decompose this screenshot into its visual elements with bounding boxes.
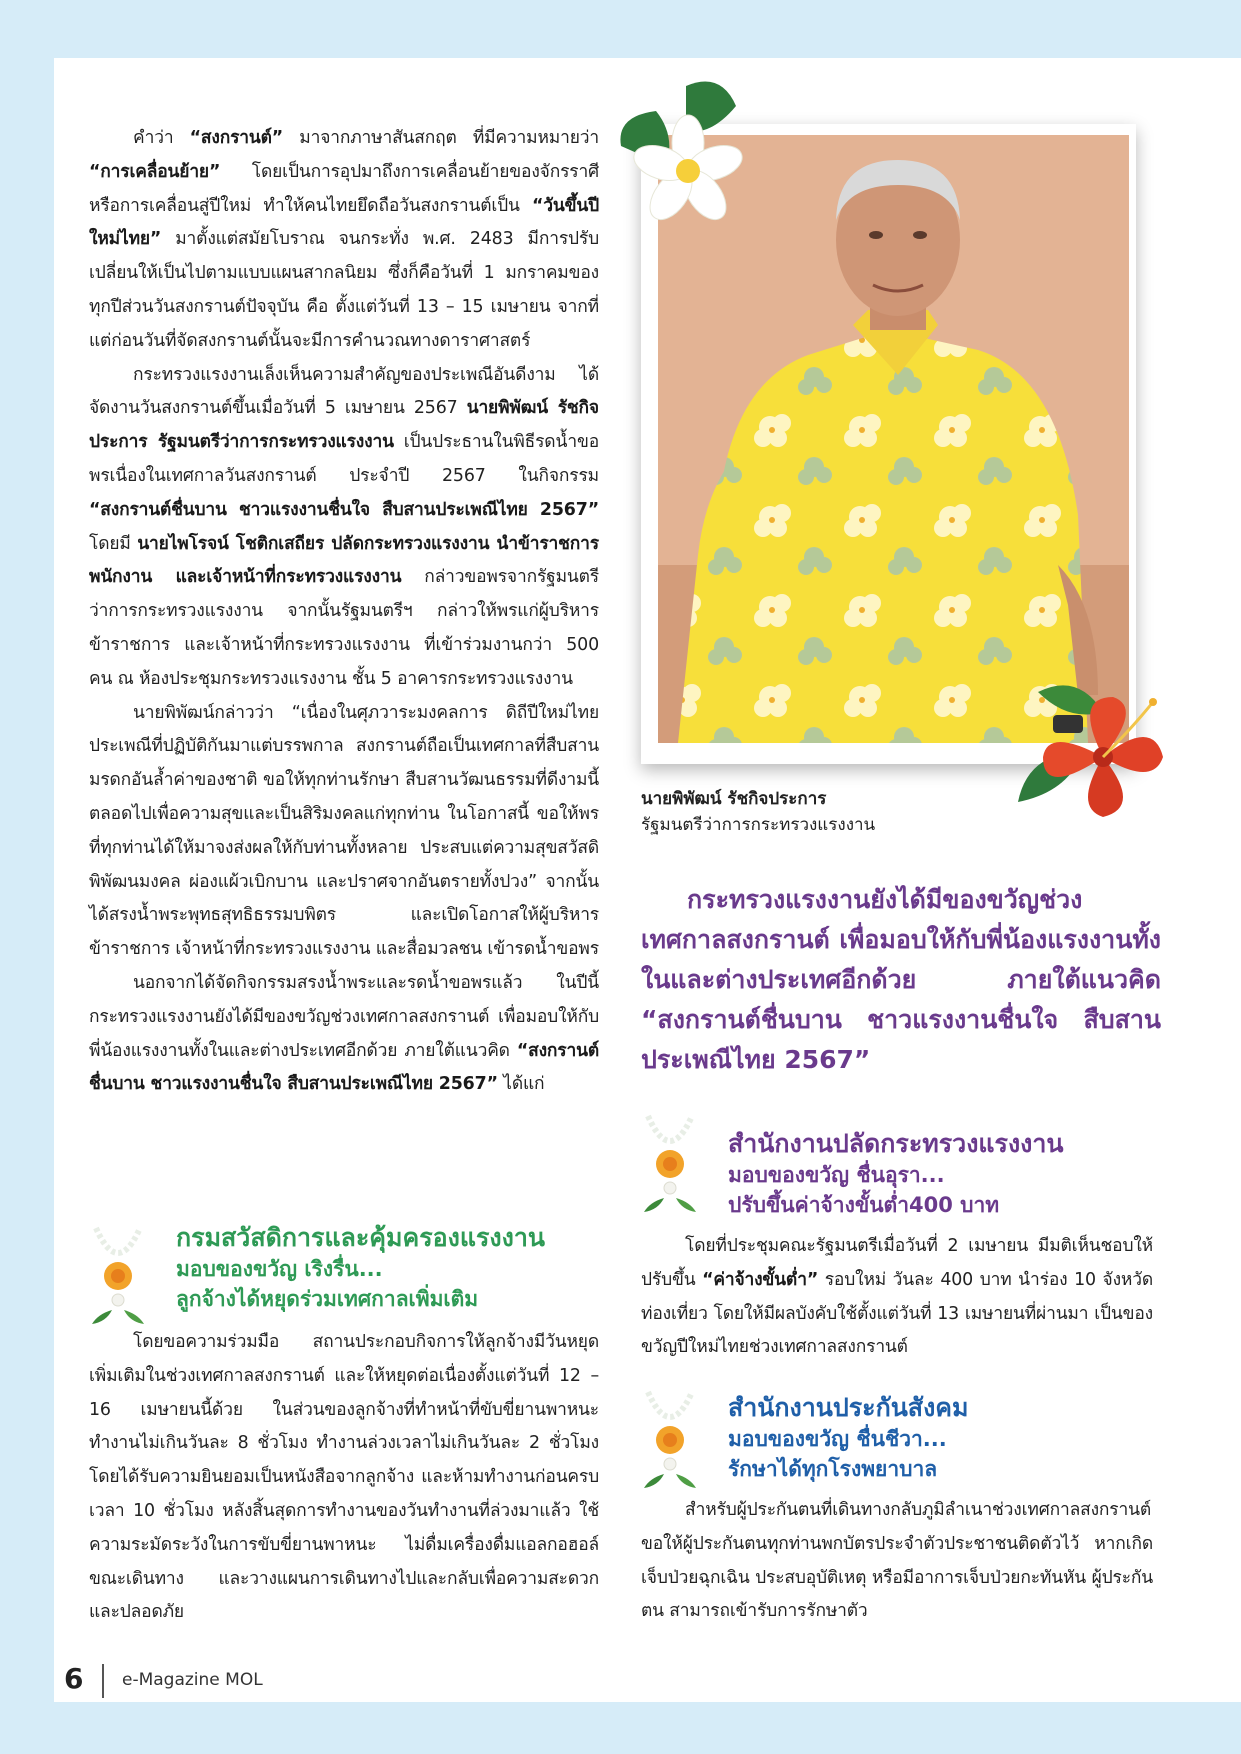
text: เป็นประธานในพิธีรดน้ำขอพรเนื่องในเทศกาลวันสงกรานต์ ประจำปี 2567 ในกิจกรรม [89,432,599,486]
footer-divider [102,1664,104,1698]
text: มาตั้งแต่สมัยโบราณ จนกระทั่ง พ.ศ. 2483 มีการปรับเปลี่ยนให้เป็นไปตามแบบแผนสากลนิยม ซึ่งก็คือวันที่ 1 มกราคมของทุกปีส่วนวันสงกรานต์ปัจจุบัน คือ ตั้งแต่วันที่ 13 – 15 เมษายน จากที่แต่ก่อนวันที่จัดสงกรานต์นั้นจะมีการคำนวณทางดาราศาสตร์ [89,229,599,351]
pull-quote-text: กระทรวงแรงงานยังได้มีของขวัญช่วงเทศกาลสงกรานต์ เพื่อมอบให้กับพี่น้องแรงงานทั้งในและต่างประเทศอีกด้วย ภายใต้แนวคิด “สงกรานต์ชื่นบาน ชาวแรงงานชื่นใจ สืบสานประเพณีไทย 2567” [641,885,1161,1074]
text: โดยเป็นการอุปมาถึงการเคลื่อนย้ายของจักรราศีหรือการเคลื่อนสู่ปีใหม่ ทำให้คนไทยยึดถือวันสงกรานต์เป็น [89,161,599,216]
section1-heading [176,1222,545,1314]
section1-subtitle2: ลูกจ้างได้หยุดร่วมเทศกาลเพิ่มเติม [176,1287,479,1311]
photo-caption [641,786,875,838]
section3-body [641,1494,1153,1629]
speech-paragraph [89,697,599,967]
publication-name: e-Magazine MOL [122,1670,263,1690]
text: ได้แก่ [497,1074,545,1095]
text: โดยขอความร่วมมือ สถานประกอบกิจการให้ลูกจ้างมีวันหยุดเพิ่มเติมในช่วงเทศกาลสงกรานต์ และให้หยุดต่อเนื่องตั้งแต่วันที่ 12 – 16 เมษายนนี้ด้วย ในส่วนของลูกจ้างที่ทำหน้าที่ขับขี่ยานพาหนะทำงานไม่เกินวันละ 8 ชั่วโมง ทำงานล่วงเวลาไม่เกินวันละ 2 ชั่วโมง โดยได้รับความยินยอมเป็นหนังสือจากลูกจ้าง และห้ามทำงานก่อนครบเวลา 10 ชั่วโมง หลังสิ้นสุดการทำงานของวันทำงานที่ล่วงมาแล้ว ใช้ความระมัดระวังในการขับขี่ยานพาหนะ ไม่ดื่มเครื่องดื่มแอลกอฮอล์ ขณะเดินทาง และวางแผนการเดินทางไปและกลับเพื่อความสะดวกและปลอดภัย [89,1332,599,1623]
text: กระทรวงแรงงานเล็งเห็นความสำคัญของประเพณีอันดีงาม ได้จัดงานวันสงกรานต์ขึ้นเมื่อวันที่ 5 เมษายน 2567 [89,364,599,419]
section1-body [89,1326,599,1630]
section2-heading [728,1128,1064,1220]
section2-subtitle: มอบของขวัญ ชื่นอุรา... [728,1163,945,1187]
text: กล่าวขอพรจากรัฐมนตรีว่าการกระทรวงแรงงาน จากนั้นรัฐมนตรีฯ กล่าวให้พรแก่ผู้บริหาร ข้าราชการ และเจ้าหน้าที่กระทรวงแรงงาน ที่เข้าร่วมงานกว่า 500 คน ณ ห้องประชุมกระทรวงแรงงาน ชั้น 5 อาคารกระทรวงแรงงาน [89,567,599,689]
text: รอบใหม่ วันละ 400 บาท นำร่อง 10 จังหวัดท่องเที่ยว โดยให้มีผลบังคับใช้ตั้งแต่วันที่ 13 เมษายนที่ผ่านมา เป็นของขวัญปีใหม่ไทยช่วงเทศกาลสงกรานต์ [641,1269,1153,1358]
jasmine-garland-icon [638,1382,702,1492]
bold-term: “การเคลื่อนย้าย” [89,161,221,182]
bold-term: “สงกรานต์” [189,128,284,148]
text: มาจากภาษาสันสกฤต ที่มีความหมายว่า [283,128,599,148]
section2-body [641,1230,1153,1365]
caption-position: รัฐมนตรีว่าการกระทรวงแรงงาน [641,815,876,835]
event-paragraph [89,359,599,697]
section2-title: สำนักงานปลัดกระทรวงแรงงาน [728,1129,1064,1158]
plumeria-flower-icon [616,76,756,236]
bold-term: “สงกรานต์ชื่นบาน ชาวแรงงานชื่นใจ สืบสานประเพณีไทย 2567” [89,499,599,520]
text: คำว่า [133,128,190,148]
text: โดยที่ประชุมคณะรัฐมนตรีเมื่อวันที่ 2 เมษายน มีมติเห็นชอบให้ปรับขึ้น [641,1236,1153,1290]
pull-quote [641,880,1161,1080]
jasmine-garland-icon [86,1218,150,1328]
section3-heading [728,1392,968,1484]
gifts-paragraph [89,967,599,1102]
bold-term: “ค่าจ้างขั้นต่ำ” [702,1269,819,1290]
text: โดยมี [89,533,138,554]
text: นายพิพัฒน์กล่าวว่า “เนื่องในศุภวาระมงคลการ ดิถีปีใหม่ไทย ประเพณีที่ปฏิบัติกันมาแต่บรรพกาล สงกรานต์ถือเป็นเทศกาลที่สืบสานมรดกอันล้ำค่าของชาติ ขอให้ทุกท่านรักษา สืบสานวัฒนธรรมที่ดีงามนี้ตลอดไปเพื่อความสุขและเป็นสิริมงคลแก่ทุกท่าน ในโอกาสนี้ ขอให้พรที่ทุกท่านได้ให้มาจงส่งผลให้กับท่านทั้งหลาย ประสบแต่ความสุขสวัสดิพิพัฒนมงคล ผ่องแผ้วเบิกบาน และปราศจากอันตรายทั้งปวง” จากนั้น ได้สรงน้ำพระพุทธสุทธิธรรมบพิตร และเปิดโอกาสให้ผู้บริหาร ข้าราชการ เจ้าหน้าที่กระทรวงแรงงาน และสื่อมวลชน เข้ารดน้ำขอพร [89,702,599,960]
section2-subtitle2: ปรับขึ้นค่าจ้างขั้นต่ำ400 บาท [728,1193,1000,1217]
section1-title: กรมสวัสดิการและคุ้มครองแรงงาน [176,1223,545,1252]
caption-name: นายพิพัฒน์ รัชกิจประการ [641,789,827,809]
page-number: 6 [64,1662,84,1695]
section3-subtitle2: รักษาได้ทุกโรงพยาบาล [728,1457,938,1481]
text: นอกจากได้จัดกิจกรรมสรงน้ำพระและรดน้ำขอพรแล้ว ในปีนี้กระทรวงแรงงานยังได้มีของขวัญช่วงเทศกาลสงกรานต์ เพื่อมอบให้กับพี่น้องแรงงานทั้งในและต่างประเทศอีกด้วย ภายใต้แนวคิด [89,972,599,1061]
jasmine-garland-icon [638,1106,702,1216]
bold-term: “วันขึ้นปีใหม่ไทย” [89,195,599,250]
intro-paragraph [89,122,599,359]
text: สำหรับผู้ประกันตนที่เดินทางกลับภูมิลำเนาช่วงเทศกาลสงกรานต์ ขอให้ผู้ประกันตนทุกท่านพกบัตรประจำตัวประชาชนติดตัวไว้ หากเกิดเจ็บป่วยฉุกเฉิน ประสบอุบัติเหตุ หรือมีอาการเจ็บป่วยกะทันหัน ผู้ประกันตน สามารถเข้ารับการรักษาตัว [641,1500,1153,1622]
hibiscus-flower-icon [1008,672,1194,822]
bold-term: นายพิพัฒน์ รัชกิจประการ รัฐมนตรีว่าการกระทรวงแรงงาน [89,398,599,453]
section1-subtitle: มอบของขวัญ เริงรื่น... [176,1257,383,1281]
section3-title: สำนักงานประกันสังคม [728,1393,969,1422]
bold-term: นายไพโรจน์ โชติกเสถียร ปลัดกระทรวงแรงงาน นำข้าราชการ พนักงาน และเจ้าหน้าที่กระทรวงแรงงาน [89,533,599,588]
section3-subtitle: มอบของขวัญ ชื่นชีวา... [728,1427,947,1451]
left-column [89,122,599,1102]
bold-term: “สงกรานต์ชื่นบาน ชาวแรงงานชื่นใจ สืบสานประเพณีไทย 2567” [89,1040,599,1095]
